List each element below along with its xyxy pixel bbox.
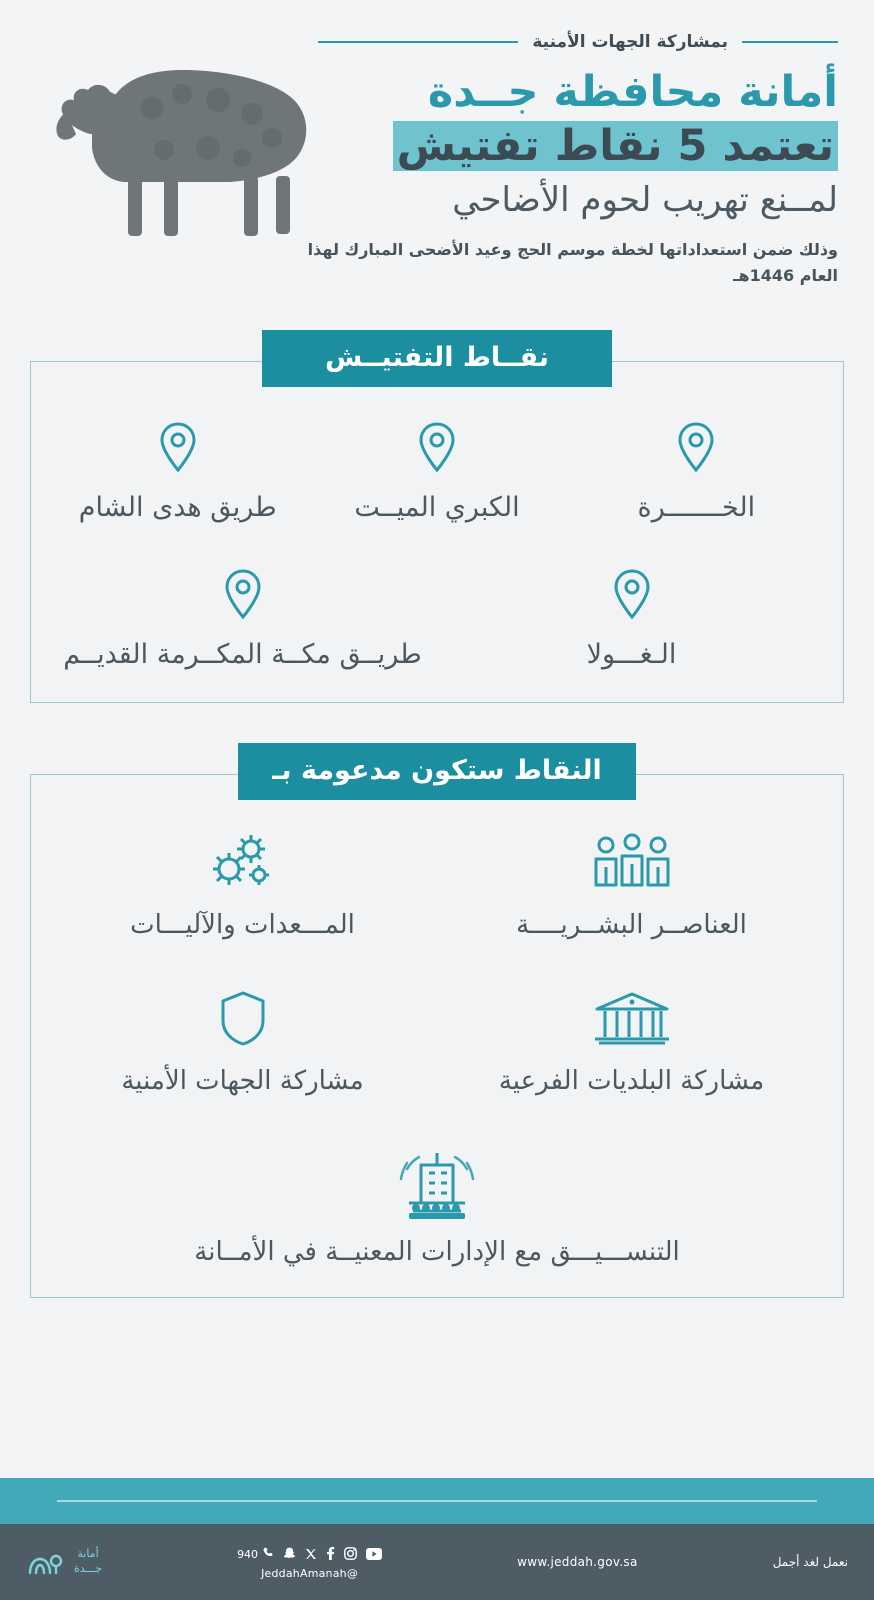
- checkpoint-item: [442, 567, 821, 672]
- section-checkpoints-body: [30, 361, 844, 703]
- footer-logo-text: [74, 1547, 102, 1577]
- instagram-icon[interactable]: [344, 1545, 357, 1564]
- support-item: [53, 989, 432, 1099]
- checkpoint-label: الـغـــولا: [586, 639, 677, 671]
- footer-social: [237, 1545, 382, 1580]
- header: [0, 0, 874, 330]
- footer-slogan-wrap: [773, 1555, 848, 1569]
- footer-logo-line2: جـــدة: [74, 1562, 103, 1575]
- jeddah-amanah-logo-icon: [26, 1547, 66, 1577]
- support-row-2: [53, 989, 821, 1099]
- section-support-title: النقاط ستكون مدعومة بـ: [238, 743, 636, 800]
- facebook-icon[interactable]: [326, 1545, 335, 1564]
- kicker-text: بمشاركة الجهات الأمنية: [532, 32, 728, 52]
- checkpoints-row-2: [53, 567, 821, 672]
- footer-logo-line1: أمانة: [77, 1547, 99, 1561]
- footer-bar: [0, 1524, 874, 1600]
- checkpoint-item: [53, 567, 432, 672]
- footer-logo: [26, 1547, 102, 1577]
- kicker-row: [318, 18, 838, 52]
- support-label: المـــعدات والآليـــات: [130, 910, 355, 941]
- footer-website[interactable]: www.jeddah.gov.sa: [517, 1555, 638, 1569]
- phone-icon: [263, 1547, 275, 1562]
- footer-slogan: نعمل لغد أجمل: [772, 1555, 848, 1569]
- footer: [0, 1478, 874, 1600]
- section-checkpoints: [30, 330, 844, 703]
- support-item: [442, 989, 821, 1099]
- social-block: [237, 1545, 382, 1580]
- support-item: [442, 833, 821, 943]
- section-checkpoints-title: نقــاط التفتيــش: [262, 330, 612, 387]
- people-group-icon: [442, 833, 821, 891]
- checkpoint-label: الخـــــــرة: [637, 492, 756, 523]
- page-title-line3: لمــنع تهريب لحوم الأضاحي: [452, 179, 838, 220]
- page-title-line2: [318, 120, 838, 172]
- map-pin-icon: [442, 567, 821, 621]
- support-item: [53, 833, 432, 943]
- page-title-line1: أمانة محافظة جــدة: [427, 67, 838, 117]
- support-label: مشاركة الجهات الأمنية: [121, 1065, 364, 1096]
- footer-website-wrap: [517, 1555, 638, 1569]
- municipality-building-icon: [442, 989, 821, 1047]
- checkpoint-item: [312, 420, 561, 525]
- checkpoint-label: طريــق مكــة المكــرمة القديــم: [63, 639, 422, 671]
- gears-icon: [53, 833, 432, 891]
- sheep-illustration-icon: [32, 38, 332, 258]
- youtube-icon[interactable]: [366, 1545, 382, 1564]
- section-support-body: [30, 774, 844, 1298]
- support-label: العناصــر البشــريــــة: [516, 910, 747, 941]
- map-pin-icon: [572, 420, 821, 474]
- kicker-divider-left: [318, 41, 518, 43]
- section-support: [30, 743, 844, 1298]
- map-pin-icon: [312, 420, 561, 474]
- snapchat-icon[interactable]: [284, 1545, 296, 1564]
- checkpoint-item: [53, 420, 302, 525]
- footer-divider: [57, 1500, 817, 1502]
- checkpoint-label: الكبري الميــت: [354, 492, 520, 523]
- support-label: التنســـيـــق مع الإدارات المعنيــة في الأمــانة: [194, 1236, 680, 1267]
- checkpoint-label: طريق هدى الشام: [78, 492, 277, 523]
- checkpoints-row-1: [53, 420, 821, 525]
- support-row-3: [53, 1145, 821, 1267]
- checkpoint-item: [572, 420, 821, 525]
- x-icon[interactable]: [305, 1545, 317, 1564]
- page-subtitle: وذلك ضمن استعداداتها لخطة موسم الحج وعيد الأضحى المبارك لهذا العام 1446هـ: [307, 240, 838, 285]
- footer-phone: 940: [237, 1547, 259, 1561]
- footer-accent-band: [0, 1478, 874, 1524]
- map-pin-icon: [53, 420, 302, 474]
- shield-icon: [53, 989, 432, 1047]
- support-row-1: [53, 833, 821, 943]
- city-building-icon: [53, 1145, 821, 1223]
- social-icons-row: [237, 1545, 382, 1564]
- map-pin-icon: [53, 567, 432, 621]
- support-label: مشاركة البلديات الفرعية: [498, 1065, 765, 1096]
- phone-number-wrap[interactable]: [237, 1547, 275, 1562]
- footer-handle: @JeddahAmanah: [261, 1566, 359, 1580]
- page-title-line2-highlight: تعتمد 5 نقاط تفتيش: [393, 121, 838, 171]
- kicker-divider-right: [742, 41, 838, 43]
